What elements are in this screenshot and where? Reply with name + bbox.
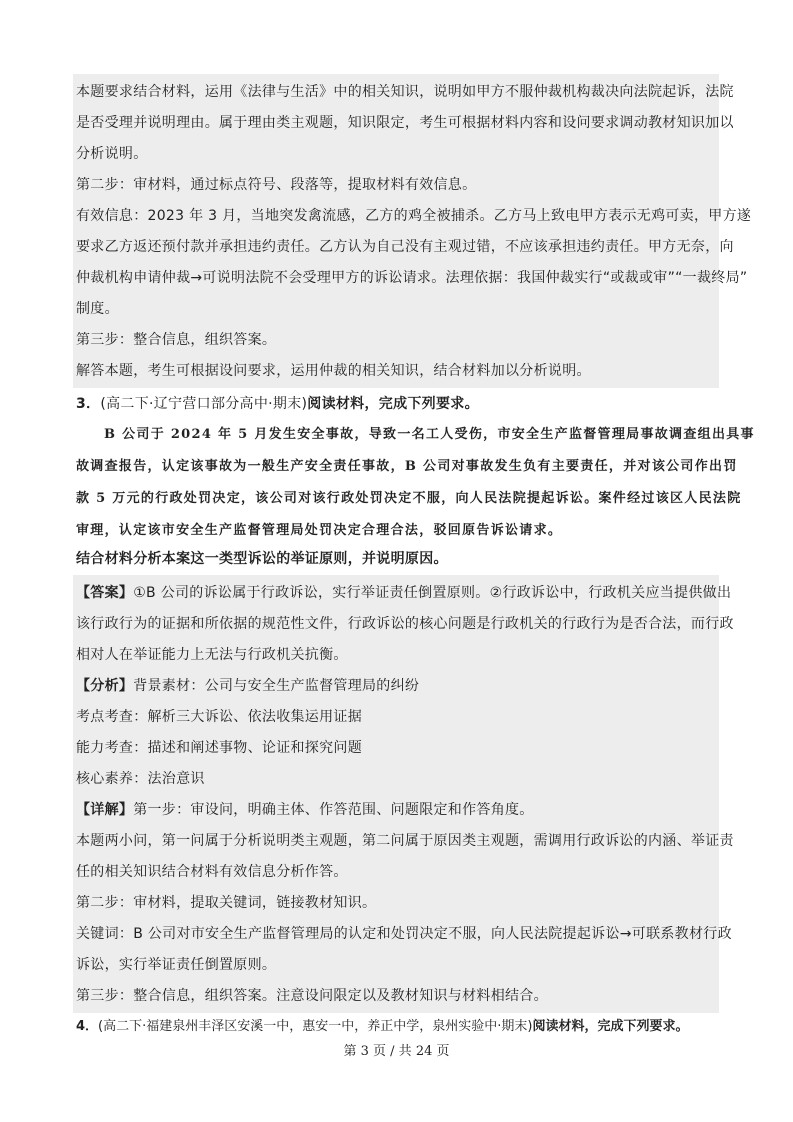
analysis-line: [76, 676, 419, 696]
answer-label: 【答案】: [76, 585, 134, 601]
analysis-text: 背景素材：公司与安全生产监督管理局的纠纷: [133, 678, 420, 694]
answer-background-bottom: [73, 575, 719, 1013]
answer-line: 该行政行为的证据和所依据的规范性文件，行政诉讼的核心问题是行政机关的行政行为是否合法，而行政: [76, 616, 734, 632]
question-source: (高二下·福建泉州丰泽区安溪一中，惠安一中，养正中学，泉州实验中·期末): [98, 1019, 533, 1034]
text-line: 是否受理并说明理由。属于理由类主观题，知识限定，考生可根据材料内容和设问要求调动教材知识加以: [76, 115, 734, 131]
text-line: 核心素养：法治意识: [76, 771, 205, 787]
material-line: 故调查报告，认定该事故为一般生产安全责任事故，B 公司对事故发生负有主要责任，并对该公司作出罚: [76, 459, 738, 474]
text-line: 制度。: [76, 301, 119, 317]
text-line: 要求乙方返还预付款并承担违约责任。乙方认为自己没有主观过错，不应该承担违约责任。甲方无奈，向: [76, 239, 734, 255]
question-4-header: [76, 1017, 688, 1037]
text-line: 本题两小问，第一问属于分析说明类主观题，第二问属于原因类主观题，需调用行政诉讼的内涵、举证责: [76, 833, 734, 849]
text-line: 有效信息：2023 年 3 月，当地突发禽流感，乙方的鸡全被捕杀。乙方马上致电甲方表示无鸡可卖，甲方遂: [76, 208, 752, 224]
text-line: 诉讼，实行举证责任倒置原则。: [76, 957, 277, 973]
answer-line: 相对人在举证能力上无法与行政机关抗衡。: [76, 647, 348, 663]
text-line: 能力考查：描述和阐述事物、论证和探究问题: [76, 740, 362, 756]
answer-line: [76, 583, 731, 603]
question-number: 3．: [76, 396, 101, 412]
detail-line: [76, 800, 534, 820]
text-line: 第三步：整合信息，组织答案。注意设问限定以及教材知识与材料相结合。: [76, 988, 548, 1004]
text-line: 关键词：B 公司对市安全生产监督管理局的认定和处罚决定不服，向人民法院提起诉讼→可联系教材行政: [76, 926, 732, 942]
question-instruction: 阅读材料，完成下列要求。: [532, 1019, 689, 1034]
detail-text: 第一步：审设问，明确主体、作答范围、问题限定和作答角度。: [133, 802, 534, 818]
question-source: (高二下·辽宁营口部分高中·期末): [100, 396, 308, 412]
text-line: 任的相关知识结合材料有效信息分析作答。: [76, 864, 348, 880]
material-line: 款 5 万元的行政处罚决定，该公司对该行政处罚决定不服，向人民法院提起诉讼。案件经过该区人民法院: [76, 491, 742, 506]
material-line: 审理，认定该市安全生产监督管理局处罚决定合理合法，驳回原告诉讼请求。: [76, 523, 563, 538]
text-line: 考点考查：解析三大诉讼、依法收集运用证据: [76, 709, 362, 725]
question-text: 结合材料分析本案这一类型诉讼的举证原则，并说明原因。: [76, 551, 448, 567]
text-line: 第二步：审材料，通过标点符号、段落等，提取材料有效信息。: [76, 177, 477, 193]
question-3-header: [76, 394, 479, 414]
question-number: 4．: [76, 1019, 99, 1034]
answer-text: ①B 公司的诉讼属于行政诉讼，实行举证责任倒置原则。②行政诉讼中，行政机关应当提供做出: [133, 585, 732, 601]
analysis-label: 【分析】: [76, 678, 134, 694]
detail-label: 【详解】: [76, 802, 134, 818]
page-footer: 第 3 页 / 共 24 页: [343, 1044, 450, 1059]
text-line: 解答本题，考生可根据设问要求，运用仲裁的相关知识，结合材料加以分析说明。: [76, 363, 591, 379]
text-line: 第三步：整合信息，组织答案。: [76, 332, 277, 348]
material-line: B 公司于 2024 年 5 月发生安全事故，导致一名工人受伤，市安全生产监督管理局事故调查组出具事: [104, 427, 755, 442]
question-instruction: 阅读材料，完成下列要求。: [307, 396, 479, 412]
text-line: 分析说明。: [76, 146, 148, 162]
text-line: 仲裁机构申请仲裁→可说明法院不会受理甲方的诉讼请求。法理依据：我国仲裁实行“或裁或审”“一裁终局”: [76, 270, 748, 286]
text-line: 第二步：审材料，提取关键词，链接教材知识。: [76, 895, 377, 911]
text-line: 本题要求结合材料，运用《法律与生活》中的相关知识，说明如甲方不服仲裁机构裁决向法院起诉，法院: [76, 84, 734, 100]
